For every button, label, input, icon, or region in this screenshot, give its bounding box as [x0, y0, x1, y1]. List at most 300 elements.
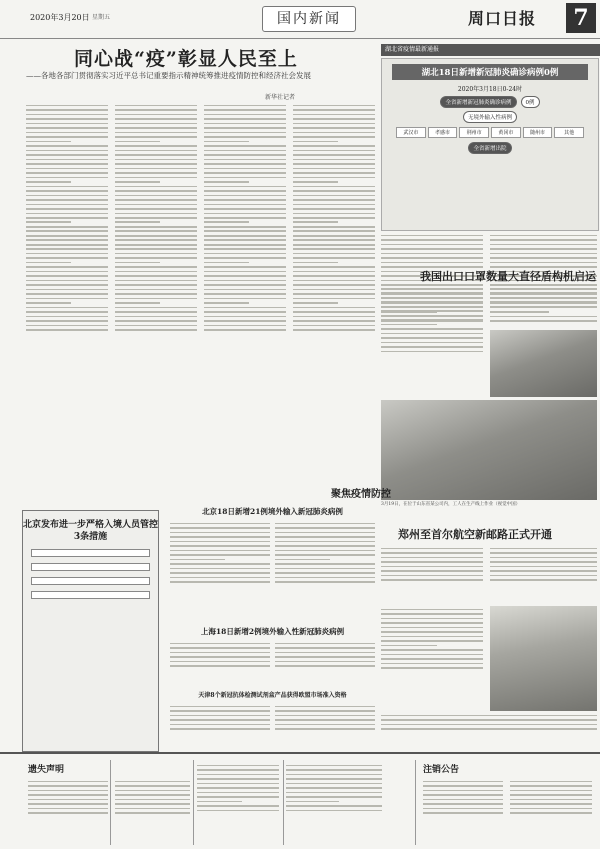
text-line: [381, 636, 483, 638]
issue-weekday: 星期五: [92, 14, 111, 21]
text-line: [490, 235, 597, 237]
focus-article-title: 天津8个新冠抗体检测试剂盒产品获得欧盟市场准入资格: [198, 692, 347, 699]
lead-column-1: [26, 102, 108, 482]
text-line: [115, 280, 197, 282]
text-line: [381, 297, 483, 299]
text-line: [293, 109, 375, 111]
text-line: [293, 253, 375, 255]
text-line: [293, 235, 375, 237]
text-line: [423, 790, 503, 792]
lead-byline: 新华社记者: [265, 94, 296, 101]
text-line: [381, 548, 483, 550]
text-line: [275, 643, 375, 645]
text-line: [510, 785, 592, 787]
text-line: [115, 230, 197, 232]
text-line: [381, 346, 483, 348]
text-line: [197, 765, 279, 767]
text-line: [204, 257, 286, 259]
city-cell: 黄冈市: [491, 127, 521, 138]
text-line: [381, 351, 483, 353]
text-line: [275, 715, 375, 717]
text-line: [197, 774, 279, 776]
focus-text: [170, 640, 270, 685]
text-line: [204, 293, 286, 295]
text-line: [26, 172, 108, 174]
text-line: [510, 812, 592, 814]
text-line: [510, 799, 592, 801]
text-line: [293, 221, 338, 223]
text-line: [197, 783, 279, 785]
text-line: [490, 288, 597, 290]
text-line: [275, 523, 375, 525]
text-line: [170, 541, 270, 543]
text-line: [26, 262, 71, 264]
text-line: [423, 812, 503, 814]
right-bottom-text: [381, 712, 597, 748]
text-line: [381, 622, 483, 624]
page-number: 7: [566, 3, 596, 33]
text-line: [381, 235, 483, 237]
text-line: [170, 550, 270, 552]
text-line: [170, 710, 270, 712]
text-line: [293, 105, 375, 107]
text-line: [204, 284, 286, 286]
text-line: [275, 581, 375, 583]
text-line: [170, 715, 270, 717]
text-line: [115, 289, 197, 291]
text-line: [170, 545, 270, 547]
text-line: [293, 199, 375, 201]
text-line: [170, 665, 270, 667]
text-line: [275, 572, 375, 574]
lead-headline: 同心战“疫”彰显人民至上: [74, 48, 298, 70]
text-line: [204, 329, 286, 331]
text-line: [381, 552, 483, 554]
text-line: [381, 728, 597, 730]
text-line: [26, 280, 108, 282]
text-line: [286, 765, 382, 767]
text-line: [115, 204, 197, 206]
text-line: [28, 812, 108, 814]
text-line: [381, 724, 597, 726]
text-line: [26, 248, 108, 250]
text-line: [115, 132, 197, 134]
text-line: [275, 577, 375, 579]
text-line: [381, 645, 437, 647]
railway-title: 郑州至首尔航空新邮路正式开通: [398, 528, 552, 541]
text-line: [115, 808, 190, 810]
text-line: [26, 320, 108, 322]
text-line: [381, 667, 483, 669]
text-line: [381, 248, 483, 250]
text-line: [293, 154, 375, 156]
page-header: [0, 0, 600, 39]
text-line: [115, 226, 197, 228]
text-line: [115, 186, 197, 188]
text-line: [293, 307, 375, 309]
text-line: [381, 310, 483, 312]
lead-column-4: [293, 102, 375, 482]
text-line: [115, 262, 160, 264]
text-line: [381, 613, 483, 615]
text-line: [275, 706, 375, 708]
text-line: [204, 186, 286, 188]
text-line: [28, 794, 108, 796]
text-line: [115, 803, 190, 805]
lead-subhead: ——各地各部门贯彻落实习近平总书记重要指示精神统筹推进疫情防控和经济社会发展: [26, 71, 311, 80]
text-line: [490, 297, 597, 299]
text-line: [26, 244, 108, 246]
lost-notice-title: 遗失声明: [28, 765, 65, 775]
hubei-box-date: 2020年3月18日0-24时: [457, 86, 523, 93]
hubei-row-label: 无境外输入性病例: [463, 111, 517, 123]
text-line: [490, 561, 597, 563]
hubei-box: [381, 58, 599, 231]
text-line: [204, 154, 286, 156]
text-line: [275, 647, 375, 649]
text-line: [490, 257, 597, 259]
text-line: [115, 150, 197, 152]
text-line: [293, 257, 375, 259]
text-line: [381, 566, 483, 568]
text-line: [293, 132, 375, 134]
text-line: [293, 145, 375, 147]
ad-text: [197, 762, 279, 844]
text-line: [293, 248, 375, 250]
text-line: [26, 235, 108, 237]
classified-ads: [0, 752, 600, 849]
text-line: [293, 127, 375, 129]
text-line: [170, 532, 270, 534]
text-line: [115, 785, 190, 787]
text-line: [275, 559, 330, 561]
text-line: [275, 724, 375, 726]
ad-text: [115, 778, 190, 844]
text-line: [115, 154, 197, 156]
text-line: [381, 570, 483, 572]
text-line: [204, 311, 286, 313]
text-line: [26, 199, 108, 201]
text-line: [204, 181, 249, 183]
text-line: [26, 118, 108, 120]
text-line: [293, 181, 338, 183]
beijing-rule: [31, 591, 150, 599]
text-line: [26, 168, 108, 170]
text-line: [204, 114, 286, 116]
text-line: [26, 316, 108, 318]
text-line: [293, 168, 375, 170]
text-line: [115, 190, 197, 192]
text-line: [26, 239, 108, 241]
text-line: [293, 141, 338, 143]
text-line: [293, 186, 375, 188]
text-line: [293, 275, 375, 277]
deregistration-title: 注销公告: [423, 765, 460, 775]
text-line: [490, 306, 597, 308]
ad-text: [510, 778, 592, 844]
text-line: [204, 248, 286, 250]
text-line: [381, 262, 483, 264]
text-line: [28, 790, 108, 792]
text-line: [204, 298, 286, 300]
text-line: [204, 168, 286, 170]
text-line: [286, 805, 382, 807]
text-line: [204, 109, 286, 111]
text-line: [115, 168, 197, 170]
text-line: [170, 563, 270, 565]
focus-article-title: 上海18日新增2例境外输入性新冠肺炎病例: [200, 627, 345, 636]
text-line: [115, 329, 197, 331]
text-line: [381, 663, 483, 665]
city-cell: 孝感市: [428, 127, 458, 138]
text-line: [26, 145, 108, 147]
text-line: [170, 643, 270, 645]
text-line: [423, 794, 503, 796]
photo-title: 我国出口口罩数量大直径盾构机启运: [420, 270, 596, 283]
text-line: [490, 301, 597, 303]
text-line: [26, 293, 108, 295]
text-line: [293, 204, 375, 206]
issue-date: 2020年3月20日: [30, 13, 90, 22]
text-line: [28, 785, 108, 787]
text-line: [275, 536, 375, 538]
text-line: [115, 159, 197, 161]
text-line: [170, 661, 270, 663]
text-line: [381, 658, 483, 660]
text-line: [381, 253, 483, 255]
text-line: [286, 801, 339, 803]
text-line: [293, 239, 375, 241]
text-line: [293, 159, 375, 161]
ad-text: [423, 778, 503, 844]
text-line: [490, 248, 597, 250]
text-line: [204, 226, 286, 228]
text-line: [204, 177, 286, 179]
text-line: [490, 552, 597, 554]
text-line: [115, 199, 197, 201]
text-line: [293, 172, 375, 174]
text-line: [170, 568, 270, 570]
photo-text-1: [381, 285, 483, 397]
text-line: [510, 790, 592, 792]
text-line: [275, 710, 375, 712]
text-line: [115, 293, 197, 295]
text-line: [115, 253, 197, 255]
text-line: [490, 575, 597, 577]
text-line: [115, 141, 160, 143]
text-line: [204, 190, 286, 192]
text-line: [381, 654, 483, 656]
text-line: [26, 154, 108, 156]
text-line: [510, 808, 592, 810]
text-line: [423, 781, 503, 783]
text-line: [115, 217, 197, 219]
text-line: [115, 794, 190, 796]
text-line: [26, 253, 108, 255]
text-line: [293, 114, 375, 116]
text-line: [293, 266, 375, 268]
text-line: [28, 781, 108, 783]
text-line: [490, 239, 597, 241]
text-line: [293, 271, 375, 273]
text-line: [28, 808, 108, 810]
text-line: [26, 127, 108, 129]
text-line: [381, 342, 483, 344]
text-line: [204, 262, 249, 264]
text-line: [204, 253, 286, 255]
text-line: [115, 799, 190, 801]
text-line: [115, 257, 197, 259]
text-line: [293, 316, 375, 318]
text-line: [115, 812, 190, 814]
text-line: [115, 244, 197, 246]
text-line: [115, 177, 197, 179]
text-line: [26, 257, 108, 259]
beijing-rule: [31, 563, 150, 571]
text-line: [115, 325, 197, 327]
text-line: [115, 307, 197, 309]
railway-text-1: [381, 545, 483, 605]
text-line: [115, 105, 197, 107]
text-line: [26, 271, 108, 273]
text-line: [286, 787, 382, 789]
text-line: [204, 132, 286, 134]
text-line: [490, 566, 597, 568]
city-grid: [396, 127, 584, 138]
focus-text: [275, 640, 375, 685]
text-line: [115, 127, 197, 129]
text-line: [170, 554, 270, 556]
text-line: [381, 715, 597, 717]
text-line: [115, 172, 197, 174]
photo-text-2: [490, 285, 597, 325]
beijing-rule: [31, 577, 150, 585]
text-line: [197, 787, 279, 789]
text-line: [490, 570, 597, 572]
text-line: [26, 190, 108, 192]
text-line: [381, 301, 483, 303]
text-line: [26, 302, 71, 304]
text-line: [293, 177, 375, 179]
text-line: [26, 204, 108, 206]
text-line: [170, 724, 270, 726]
photo-caption: 3月19日，在位于山东省某公司内，工人在生产线上作业（视觉中国）: [381, 502, 521, 507]
text-line: [490, 244, 597, 246]
text-line: [293, 150, 375, 152]
text-line: [275, 665, 375, 667]
text-line: [26, 195, 108, 197]
text-line: [28, 803, 108, 805]
text-line: [204, 145, 286, 147]
factory-photo: [490, 330, 597, 397]
text-line: [26, 163, 108, 165]
text-line: [115, 181, 160, 183]
text-line: [204, 289, 286, 291]
text-line: [197, 805, 279, 807]
text-line: [381, 575, 483, 577]
text-line: [115, 266, 197, 268]
text-line: [170, 536, 270, 538]
text-line: [204, 150, 286, 152]
text-line: [286, 796, 382, 798]
text-line: [115, 114, 197, 116]
text-line: [204, 275, 286, 277]
text-line: [115, 790, 190, 792]
text-line: [204, 163, 286, 165]
text-line: [204, 316, 286, 318]
city-cell: 随州市: [523, 127, 553, 138]
text-line: [490, 579, 597, 581]
text-line: [381, 288, 483, 290]
text-line: [204, 204, 286, 206]
text-line: [170, 719, 270, 721]
text-line: [204, 127, 286, 129]
text-line: [293, 217, 375, 219]
text-line: [204, 320, 286, 322]
ad-text: [286, 762, 382, 844]
text-line: [293, 226, 375, 228]
text-line: [170, 728, 270, 730]
ad-text: [28, 778, 108, 844]
text-line: [293, 284, 375, 286]
hubei-row-label: 全省新增新冠肺炎确诊病例: [440, 96, 516, 108]
text-line: [26, 230, 108, 232]
text-line: [115, 781, 190, 783]
text-line: [26, 208, 108, 210]
beijing-rule: [31, 549, 150, 557]
text-line: [286, 792, 382, 794]
text-line: [115, 123, 197, 125]
text-line: [115, 208, 197, 210]
text-line: [170, 559, 225, 561]
section-title: 国内新闻: [262, 6, 356, 32]
text-line: [204, 266, 286, 268]
text-line: [381, 319, 483, 321]
text-line: [381, 333, 483, 335]
hubei-box-header: 湖北省疫情最新通报: [381, 44, 600, 56]
text-line: [197, 801, 242, 803]
text-line: [381, 292, 483, 294]
focus-bar: 聚焦疫情防控: [331, 489, 391, 500]
text-line: [293, 280, 375, 282]
railway-text-3: [381, 606, 483, 711]
text-line: [423, 785, 503, 787]
text-line: [490, 253, 597, 255]
text-line: [115, 163, 197, 165]
text-line: [293, 190, 375, 192]
text-line: [204, 136, 286, 138]
text-line: [293, 293, 375, 295]
text-line: [197, 769, 279, 771]
text-line: [204, 244, 286, 246]
text-line: [204, 159, 286, 161]
text-line: [26, 132, 108, 134]
city-cell: 其他: [554, 127, 584, 138]
text-line: [204, 195, 286, 197]
text-line: [26, 181, 71, 183]
focus-text: [275, 520, 375, 625]
city-cell: 荆州市: [459, 127, 489, 138]
text-line: [26, 159, 108, 161]
text-line: [204, 118, 286, 120]
text-line: [26, 186, 108, 188]
text-line: [381, 640, 483, 642]
text-line: [293, 298, 375, 300]
text-line: [26, 213, 108, 215]
text-line: [26, 284, 108, 286]
text-line: [204, 105, 286, 107]
text-line: [115, 271, 197, 273]
